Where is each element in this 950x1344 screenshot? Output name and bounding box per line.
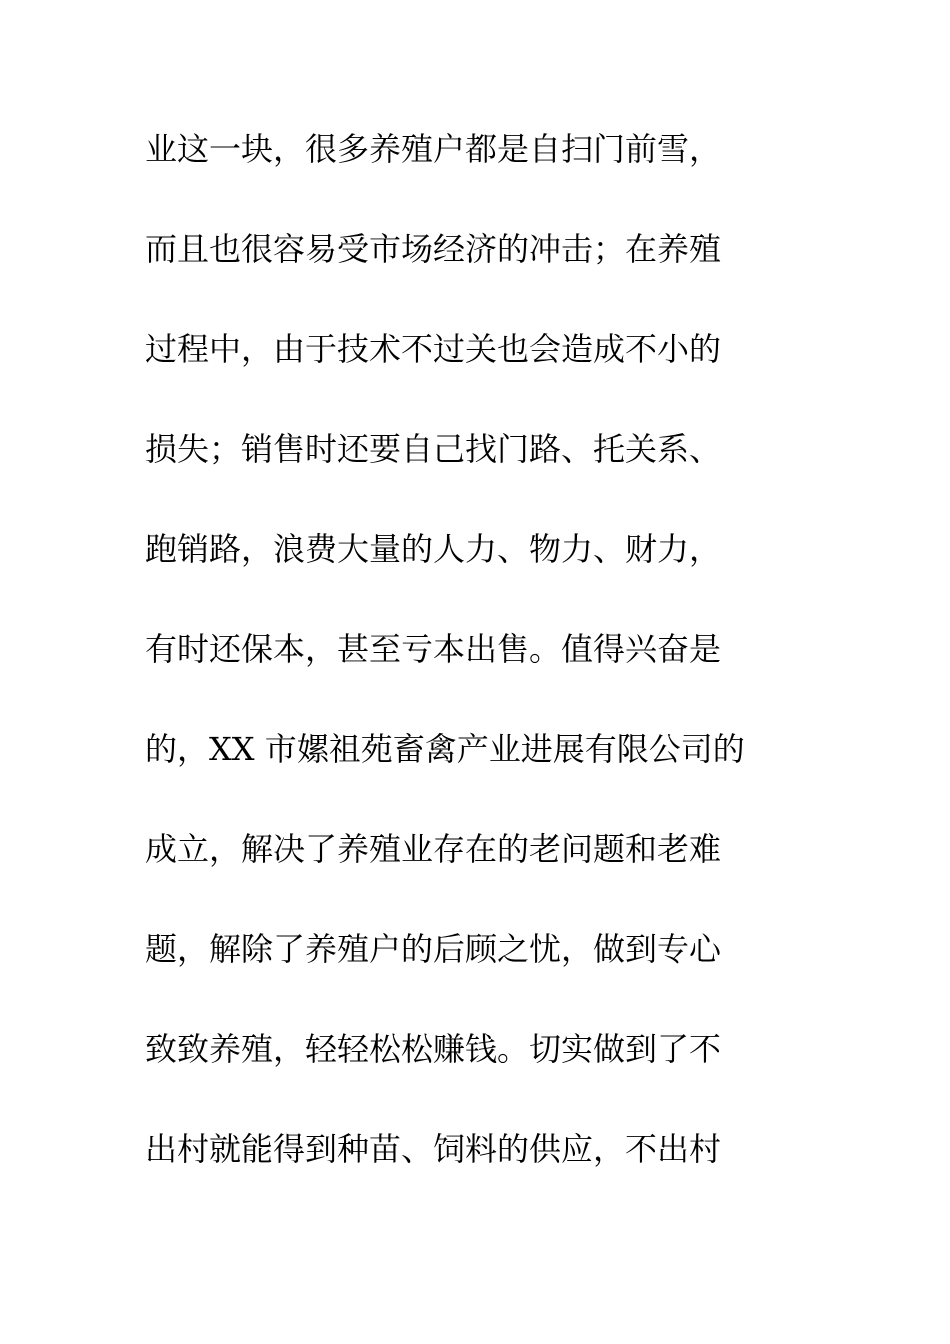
text-line: 损失；销售时还要自己找门路、托关系、 — [145, 430, 722, 468]
text-line: 成立，解决了养殖业存在的老问题和老难 — [145, 830, 722, 868]
text-line: 过程中，由于技术不过关也会造成不小的 — [145, 330, 722, 368]
text-line: 有时还保本，甚至亏本出售。值得兴奋是 — [145, 630, 722, 668]
text-line: 题，解除了养殖户的后顾之忧，做到专心 — [145, 930, 722, 968]
text-line: 而且也很容易受市场经济的冲击；在养殖 — [145, 230, 722, 268]
text-line: 致致养殖，轻轻松松赚钱。切实做到了不 — [145, 1030, 722, 1068]
text-line: 业这一块，很多养殖户都是自扫门前雪， — [145, 130, 722, 168]
body-text — [145, 124, 805, 1224]
text-line: 跑销路，浪费大量的人力、物力、财力， — [145, 530, 722, 568]
text-line: 出村就能得到种苗、饲料的供应，不出村 — [145, 1130, 722, 1168]
text-line: 的，XX 市嫘祖苑畜禽产业进展有限公司的 — [145, 730, 745, 768]
